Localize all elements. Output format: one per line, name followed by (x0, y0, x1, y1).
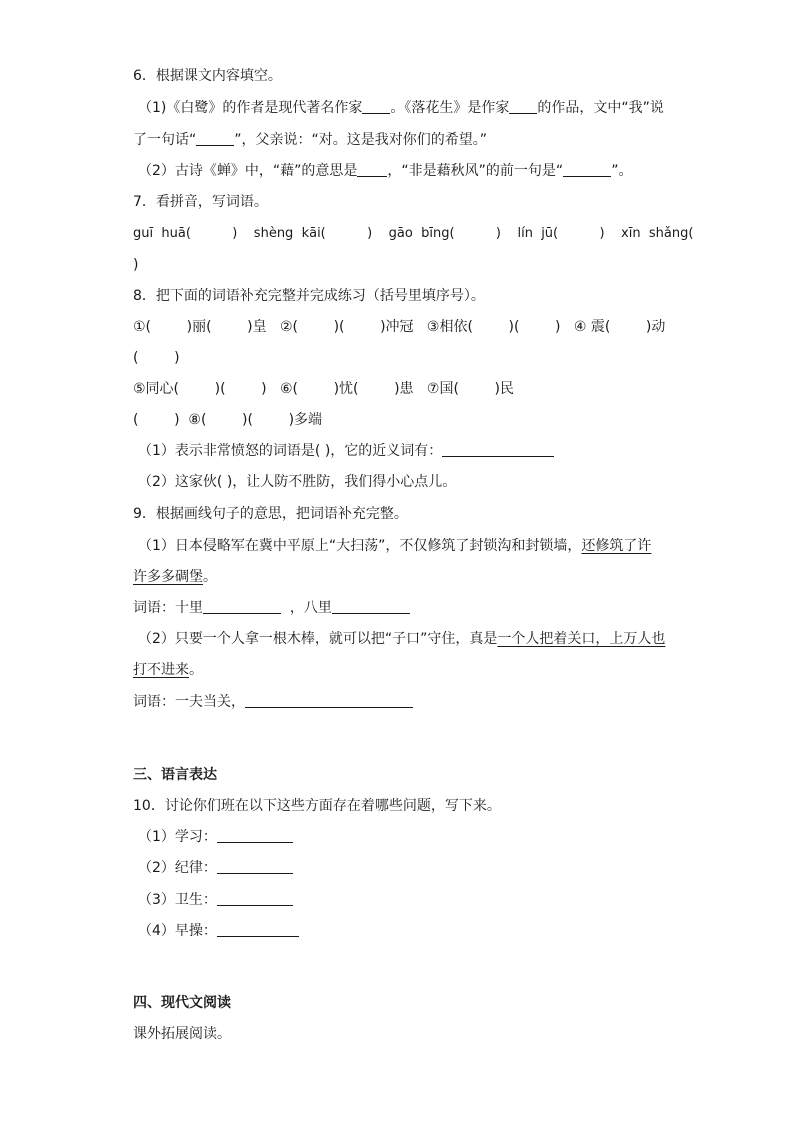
section4-heading: 四、现代文阅读 (133, 995, 231, 1011)
q9-sub1-line2: 许多多碉堡。 (133, 569, 217, 585)
q10-item-hygiene: （3）卫生： (138, 890, 293, 910)
q8-sub1: （1）表示非常愤怒的词语是( )，它的近义词有： (138, 441, 554, 461)
q9-words2: 词语：一夫当关， (133, 692, 413, 712)
q7-title: 7．看拼音，写词语。 (133, 194, 268, 210)
q9-sub1-line1: （1）日本侵略军在冀中平原上“大扫荡”，不仅修筑了封锁沟和封锁墙，还修筑了许 (138, 538, 652, 554)
section4-intro: 课外拓展阅读。 (133, 1026, 231, 1042)
q8-row3: ⑤同心( )( ) ⑥( )忧( )患 ⑦国( )民 (133, 381, 514, 397)
q6-title: 6．根据课文内容填空。 (133, 68, 282, 84)
q9-sub2-line1: （2）只要一个人拿一根木棒，就可以把“子口”守住，真是一个人把着关口，上万人也 (138, 631, 666, 647)
blank-discipline[interactable] (217, 859, 293, 874)
q10-item-discipline: （2）纪律： (138, 858, 293, 878)
q10-title: 10．讨论你们班在以下这些方面存在着哪些问题，写下来。 (133, 798, 501, 814)
q8-sub2: （2）这家伙( )，让人防不胜防，我们得小心点儿。 (138, 474, 457, 490)
q8-title: 8．把下面的词语补充完整并完成练习（括号里填序号）。 (133, 288, 485, 304)
blank-meaning-jie[interactable] (357, 162, 387, 177)
q10-item-study: （1）学习： (138, 827, 293, 847)
q8-row2: ( ) (133, 350, 180, 366)
q7-pinyin-tail: ) (133, 257, 139, 273)
q6-part1-line2: 了一句话“ ”，父亲说：“对。这是我对你们的希望。” (133, 132, 488, 148)
q6-part1-line1: （1)《白鹭》的作者是现代著名作家 。《落花生》是作家 的作品，文中“我”说 (138, 100, 664, 116)
blank-shili[interactable] (203, 599, 281, 614)
blank-exercise[interactable] (217, 922, 299, 937)
q9-title: 9．根据画线句子的意思，把词语补充完整。 (133, 506, 408, 522)
q9-sub2-line2: 打不进来。 (133, 662, 203, 678)
section3-heading: 三、语言表达 (133, 767, 217, 783)
q7-pinyin-line: guī huā( ) shèng kāi( ) gāo bīng( ) lín jū( ) xīn shǎng( (133, 226, 694, 241)
blank-yifudangguan[interactable] (245, 693, 413, 708)
blank-hygiene[interactable] (217, 891, 293, 906)
blank-synonyms[interactable] (442, 442, 554, 457)
blank-bali[interactable] (332, 599, 410, 614)
q6-part2: （2）古诗《蝉》中，“藉”的意思是 ，“非是藉秋风”的前一句是“ ”。 (138, 163, 633, 179)
q8-row1: ①( )丽( )皇 ②( )( )冲冠 ③相依( )( ) ④ 震( )动 (133, 319, 666, 335)
blank-author-luohuasheng[interactable] (509, 99, 537, 114)
blank-study[interactable] (217, 828, 293, 843)
q9-words1: 词语：十里 ，八里 (133, 598, 410, 618)
q10-item-exercise: （4）早操： (138, 921, 299, 941)
blank-author-bailu[interactable] (362, 99, 390, 114)
blank-previous-line[interactable] (563, 162, 611, 177)
q8-row4: ( ) ⑧( )( )多端 (133, 412, 323, 428)
blank-quote[interactable] (196, 131, 234, 146)
